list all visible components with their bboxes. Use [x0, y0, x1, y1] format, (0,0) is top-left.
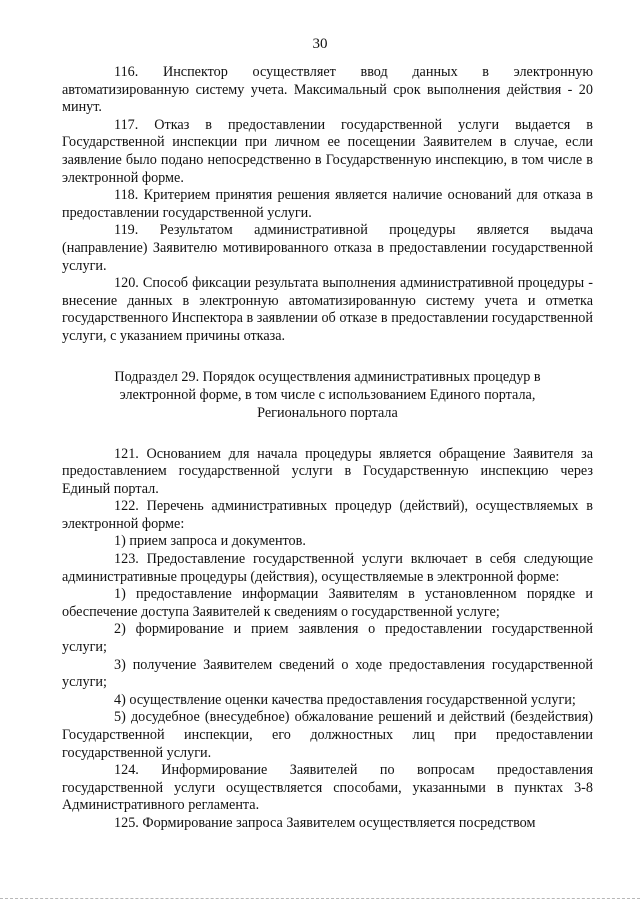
paragraph-117: 117. Отказ в предоставлении государственной услуги выдается в Государственной инспекции при личном ее посещении Заявителем в случае, если заявление было подано непосредственно в Государственную инспекцию, в том числе в электронной форме. [62, 116, 593, 186]
paragraph-118: 118. Критерием принятия решения является наличие оснований для отказа в предоставлении государственной услуги. [62, 187, 593, 221]
list-item-123-5: 5) досудебное (внесудебное) обжалование решений и действий (бездействия) Государственной инспекции, его должностных лиц при предоставлении государственной услуги. [62, 709, 593, 761]
list-item-123-4: 4) осуществление оценки качества предоставления государственной услуги; [114, 691, 576, 708]
scan-edge-line [0, 898, 640, 900]
page-number: 30 [312, 36, 328, 52]
paragraph-123: 123. Предоставление государственной услуги включает в себя следующие административные процедуры (действия), осуществляемые в электронной форме: [62, 551, 593, 585]
list-item-123-1: 1) предоставление информации Заявителям в установленном порядке и обеспечение доступа Заявителей к сведениям о государственной услуге; [62, 586, 593, 620]
paragraph-116: 116. Инспектор осуществляет ввод данных в электронную автоматизированную систему учета. Максимальный срок выполнения действия - 20 минут. [62, 64, 593, 116]
paragraph-122: 122. Перечень административных процедур (действий), осуществляемых в электронной форме: [62, 498, 593, 532]
document-body [62, 64, 593, 833]
paragraph-119: 119. Результатом административной процедуры является выдача (направление) Заявителю мотивированного отказа в предоставлении государственной услуги. [62, 222, 593, 274]
paragraph-125: 125. Формирование запроса Заявителем осуществляется посредством [114, 814, 536, 831]
list-item-122-1: 1) прием запроса и документов. [114, 533, 306, 550]
list-item-123-2: 2) формирование и прием заявления о предоставлении государственной услуги; [62, 621, 593, 656]
paragraph-124: 124. Информирование Заявителей по вопросам предоставления государственной услуги осуществляется способами, указанными в пунктах 3-8 Административного регламента. [62, 762, 593, 814]
paragraph-121: 121. Основанием для начала процедуры является обращение Заявителя за предоставлением государственной услуги в Государственную инспекцию через Единый портал. [62, 445, 593, 497]
subsection-heading: Подраздел 29. Порядок осуществления административных процедур в электронной форме, в том числе с использованием Единого портала, Регионального портала [114, 368, 541, 421]
paragraph-120: 120. Способ фиксации результата выполнения административной процедуры - внесение данных в электронную автоматизированную систему учета и отметка государственного Инспектора в заявлении об отказе в предоставлении государственной услуги, с указанием причины отказа. [62, 275, 593, 344]
list-item-123-3: 3) получение Заявителем сведений о ходе предоставления государственной услуги; [62, 656, 593, 691]
